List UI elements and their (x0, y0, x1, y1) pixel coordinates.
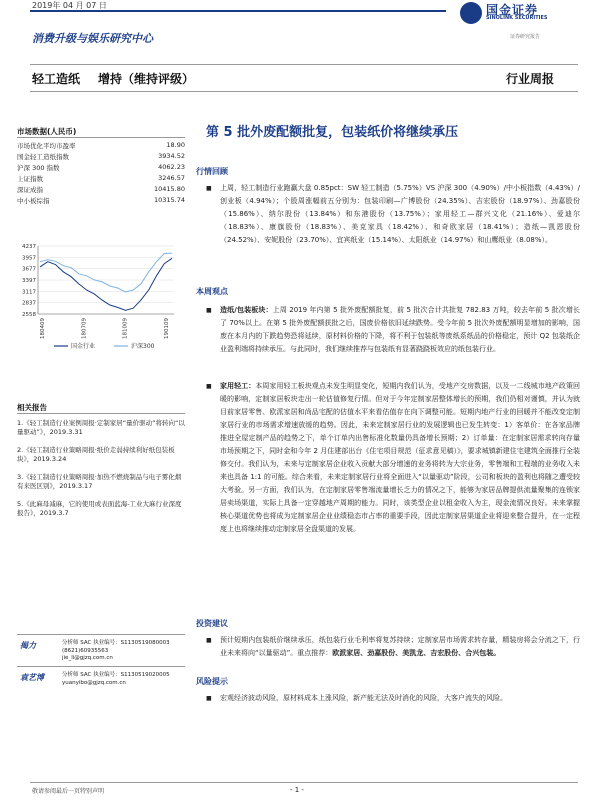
market-row (17, 141, 185, 150)
chart-legend-label: 国金行业 (71, 343, 96, 350)
chart-y-tick-label: 3117 (22, 289, 36, 296)
logo-subtitle: 证券研究报告 (510, 34, 541, 40)
view-text: 上周 2019 年内第 5 批外废配额批复，前 5 批次合计共批复 782.83 万吨，较去年前 5 批次增长了 70%以上。在第 5 批外废配额获批之后，国废价格依旧延续跌势。受今年前 5 批次外废配额明显增加的影响，国废在本月内的下跌趋势恐将延续，原材料价格的下降，将不利于包装纸等废纸系纸品的价格稳定，预计 Q2 包装纸企业盈利端将持续承压。与此同时，我们继续推荐与包装纸有显著跷跷板效应的纸包装行业。 (220, 306, 580, 353)
related-report-item[interactable]: 2.《轻工制造行业策略周报·纸价走弱持续利好纸包装板块》，2019.3.24 (17, 446, 175, 463)
bullet-icon: ■ (206, 695, 212, 702)
industry-rating: 增持（维持评级） (98, 72, 195, 86)
risk-text: 宏观经济波动风险，原材料成本上涨风险，新产能无法及时消化的风险，大客户流失的风险。 (220, 694, 507, 702)
chart-y-tick-label: 3957 (22, 255, 36, 262)
industry-name: 轻工造纸 (32, 72, 81, 86)
market-row-value: 3246.57 (158, 174, 185, 182)
view-paragraph-home (206, 380, 581, 536)
bullet-icon: ■ (206, 383, 212, 390)
section-heading-view: 本周观点 (196, 287, 228, 296)
chart-x-tick-label: 180709 (81, 318, 88, 339)
market-row-label: 市场优化平均市盈率 (17, 142, 76, 150)
market-data-title: 市场数据(人民币) (17, 127, 77, 136)
market-row-value: 10315.74 (153, 196, 185, 204)
chart-x-tick-label: 181009 (122, 318, 129, 339)
market-row-label: 国金轻工造纸指数 (17, 153, 69, 161)
invest-text: 预计短期内包装纸价继续承压，纸包装行业毛利率将复苏持续；定制家居市场需求转存量，精装房将会分流之下，行业未来将向“以量驱动”。重点推荐： (220, 636, 580, 657)
market-row-label: 中小板综指 (17, 197, 50, 205)
market-row-label: 上证指数 (17, 175, 43, 183)
view-text: 本周家用轻工板块观点未发生明显变化，短期内我们认为，受地产交房数据，以及一二线城市地产政策回暖的影响，定制家居板块走出一轮估值修复行情。但对于今年定制家居整体增长的预期，我们仍相对谨慎，并认为就目前家居零售、欧派家居和尚品宅配的估值水平来看估值存在向下调整可能。短期内地产行业的回暖并不能改变定制家居行业的市场需求增速放缓的趋势。因此，未来定制家居行业的发展逻辑也已发生转变：1）客单价：在各家品牌推进全屋定制产品的趋势之下，单个订单内出售标准化数量仍具备增长预期；2）订单量：在定制家居需求转向存量市场预期之下，同时金和今年 2 月住建部出台《住宅项目规范（征求意见稿）》，要求城镇新建住宅建筑全面推行全装修交付。我们认为，未来与定制家居企业收入贡献大部分增速的业务将转为大宗业务，零售端和工程端的业务收入未来也具备 1:1 的可能。综合来看，未来定制家居行业将全面进入“以量驱动”阶段，公司和板块的盈利也将随之遭受较大考验。另一方面，我们认为，在定制家居零售端流量增长乏力的情况之下，能够为家居品牌提供流量聚集的连锁家居卖场渠道，实际上具备一定穿越地产周期的能力。同时，该类型企业以租金收入为主，现金流情况良好。未来掌握核心渠道优势也将成为定制家居企业业绩稳态市占率的重要手段，因此定制家居渠道企业将迎来整合提升，在一定程度上也将继续推动定制家居全盘渠道的发展。 (220, 382, 581, 533)
analyst-name: 袁艺博 (20, 673, 44, 682)
company-logo (460, 2, 580, 30)
section-heading-review: 行情回顾 (196, 167, 228, 176)
analyst-rule (17, 666, 185, 667)
market-row-value: 18.90 (166, 141, 185, 149)
review-paragraph (206, 182, 580, 247)
chart-y-tick-label: 2837 (22, 300, 36, 307)
bullet-icon: ■ (206, 307, 212, 314)
footer-rule (30, 782, 578, 783)
research-center-title: 消费升级与娱乐研究中心 (32, 32, 153, 45)
report-date: 2019年 04 月 07 日 (32, 1, 107, 10)
risk-paragraph (206, 692, 580, 705)
market-row (17, 196, 185, 205)
section-heading-invest: 投资建议 (196, 619, 228, 628)
header-divider (30, 64, 578, 65)
invest-paragraph (206, 634, 580, 660)
bullet-icon: ■ (206, 185, 212, 192)
logo-en-text: SINOLINK SECURITIES (486, 15, 548, 21)
chart-legend-label: 沪深300 (131, 343, 155, 350)
analyst-email[interactable]: yuanyibo@gjzq.com.cn (62, 679, 126, 686)
chart-x-tick-label: 180409 (40, 318, 46, 339)
header-divider-bottom (30, 91, 578, 92)
view-paragraph-paper (206, 304, 580, 356)
report-title: 第 5 批外废配额批复，包装纸价将继续承压 (206, 125, 459, 140)
section-heading-risk: 风险提示 (196, 677, 228, 686)
header-top-rule (30, 10, 446, 12)
analyst-phone: (8621)60935563 (62, 647, 109, 654)
footer-disclaimer: 敬请参阅最后一页特别声明 (32, 788, 105, 795)
logo-cn-text: 国金证券 (486, 3, 539, 17)
analyst-sac: 分析师 SAC 执业编号：S1130519080003 (62, 640, 170, 646)
report-type: 行业周报 (506, 72, 555, 86)
market-row (17, 185, 185, 194)
market-row (17, 163, 185, 172)
market-data-rule (17, 137, 185, 138)
view-lead: 家用轻工： (220, 382, 256, 390)
chart-x-tick-label: 190109 (164, 318, 170, 339)
market-row-label: 沪深 300 指数 (17, 164, 60, 172)
page-number: - 1 - (290, 786, 304, 794)
market-row-value: 4062.23 (158, 163, 185, 171)
chart-series-line (40, 253, 172, 292)
chart-y-tick-label: 4237 (22, 244, 36, 250)
review-text: 上周，轻工制造行业跑赢大盘 0.85pct：SW 轻工制造（5.75%）VS 沪深 300（4.90%）/中小板指数（4.43%）/创业板（4.94%）；个股周涨幅前五分别为：包装印刷—广博股份（24.35%）、吉宏股份（18.97%）、劲嘉股份（15.86%）、纳尔股份（13.84%）和东港股份（13.75%）；家用轻工—群兴文化（21.16%）、爱迪尔（18.83%）、康旗股份（18.83%）、美克家具（18.42%）、和奇欧家居（18.41%）；造纸—凯恩股份（24.52%）、安妮股份（23.70%）、宜宾纸业（15.14%）、太阳纸业（14.97%）和山鹰纸业（8.08%）。 (220, 184, 580, 244)
market-row-label: 深证成指 (17, 186, 43, 194)
logo-mark-icon (460, 2, 482, 24)
invest-picks: 欧派家居、劲嘉股份、美凯龙、吉宏股份、合兴包装。 (332, 649, 501, 657)
analyst-email[interactable]: jie_li@gjzq.com.cn (62, 655, 113, 661)
market-row-value: 10415.80 (153, 185, 185, 193)
chart-y-tick-label: 3397 (22, 278, 36, 285)
index-line-chart (14, 240, 190, 358)
market-row (17, 152, 185, 161)
bullet-icon: ■ (206, 637, 212, 644)
analyst-name: 揭力 (20, 641, 36, 650)
analyst-info (62, 672, 170, 687)
analyst-sac: 分析师 SAC 执业编号：S1130519020005 (62, 672, 170, 678)
analyst-info (62, 640, 170, 663)
chart-y-tick-label: 3677 (22, 266, 36, 273)
related-report-item[interactable]: 3.《轻工制造行业策略周报·加热不燃烧制品与电子雾化烟有来医区别》，2019.3.17 (17, 473, 182, 490)
analyst-rule (17, 634, 185, 635)
related-report-item[interactable]: 1.《轻工制造行业案例周报·定制家居“量价驱动”将转向“以量驱动”》，2019.3.31 (17, 419, 185, 436)
market-row-value: 3934.52 (158, 152, 185, 160)
related-reports-rule (17, 413, 185, 414)
view-lead: 造纸/包装板块： (220, 306, 273, 314)
market-row (17, 174, 185, 183)
chart-y-tick-label: 2558 (22, 312, 36, 318)
related-reports-title: 相关报告 (17, 403, 47, 412)
related-report-item[interactable]: 5.《此麻母减麻，它的使用或表面蓝海-工业大麻行业深度报告》，2019.3.7 (17, 500, 182, 517)
